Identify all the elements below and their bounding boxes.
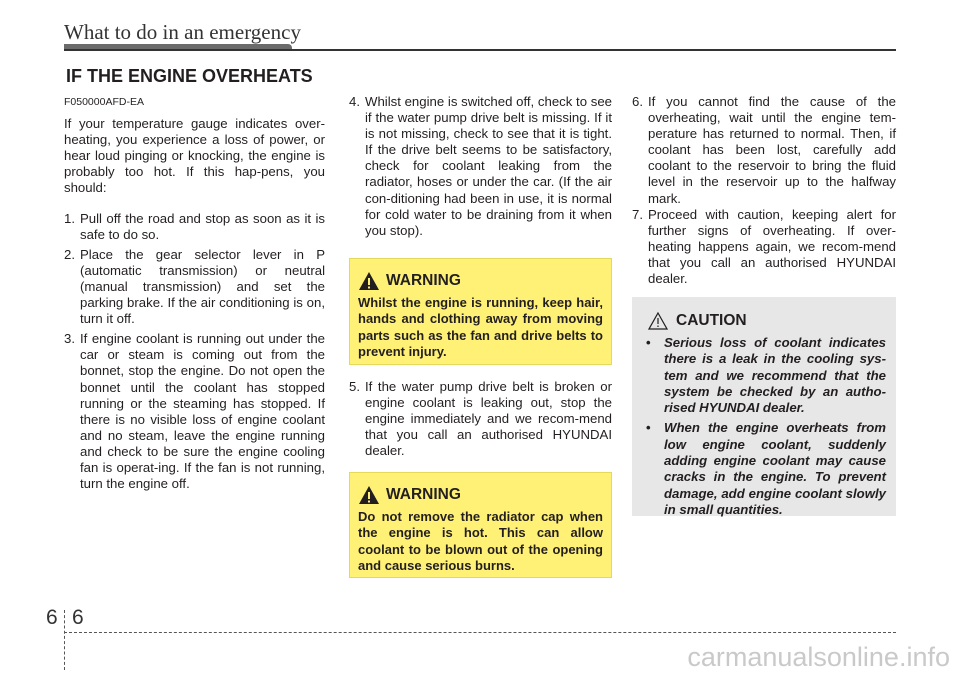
header-rule	[64, 49, 896, 51]
warning-title: WARNING	[386, 272, 461, 289]
list-item: 4. Whilst engine is switched off, check to see if the water pump drive belt is missing. If it is not missing, check to see that it is tight. If the drive belt seems to be satisfactory, check for coolant leaking from the radiator, hoses or under the car. (If the air con-ditioning had been in use, it is normal for cold water to be draining from it when you stop).	[349, 94, 612, 238]
warning-triangle-icon	[358, 270, 380, 292]
warning-triangle-icon	[358, 484, 380, 506]
page-number: 6	[72, 606, 84, 629]
steps-list-a	[64, 211, 325, 493]
warning-text: Do not remove the radiator cap when the engine is hot. This can allow coolant to be blown out of the opening and cause serious burns.	[358, 509, 603, 574]
column-2	[349, 94, 612, 239]
list-item: 2. Place the gear selector lever in P (automatic transmission) or neutral (manual transmission) and set the parking brake. If the air conditioning is on, turn it off.	[64, 246, 325, 327]
page-header-title: What to do in an emergency	[64, 20, 301, 44]
steps-list-d	[632, 94, 896, 287]
footer-divider	[64, 610, 65, 670]
section-title: IF THE ENGINE OVERHEATS	[66, 66, 313, 86]
warning-box-moving-parts	[349, 258, 612, 365]
steps-list-b	[349, 94, 612, 239]
list-item: • When the engine overheats from low engine coolant, suddenly adding engine coolant may cause cracks in the engine. To prevent damage, add engine coolant slowly in small quantities.	[646, 420, 886, 517]
chapter-number: 6	[46, 606, 58, 629]
caution-triangle-icon	[648, 311, 668, 331]
list-item: 1. Pull off the road and stop as soon as it is safe to do so.	[64, 210, 325, 242]
caution-list	[642, 335, 886, 518]
list-item: • Serious loss of coolant indicates there is a leak in the cooling sys-tem and we recommend that the system be checked by an autho-rised HYUNDAI dealer.	[646, 335, 886, 416]
steps-list-c	[349, 379, 612, 459]
column-3	[632, 94, 896, 287]
list-item: 3. If engine coolant is running out under the car or steam is coming out from the bonnet, stop the engine. Do not open the bonnet until the coolant has stopped running or the steaming has stopped. If there is no visible loss of engine coolant and no steam, leave the engine running and check to be sure the engine cooling fan is operat-ing. If the fan is not running, turn the engine off.	[64, 331, 325, 492]
warning-title: WARNING	[386, 486, 461, 503]
caution-box	[632, 297, 896, 516]
list-item: 6. If you cannot find the cause of the overheating, wait until the engine tem-perature has returned to normal. Then, if coolant has been lost, carefully add coolant to the reservoir to bring the fluid level in the reservoir up to the halfway mark.	[632, 94, 896, 206]
warning-text: Whilst the engine is running, keep hair, hands and clothing away from moving parts such as the fan and drive belts to prevent injury.	[358, 295, 603, 360]
caution-title: CAUTION	[676, 312, 747, 329]
intro-paragraph: If your temperature gauge indicates over-heating, you experience a loss of power, or hear loud pinging or knocking, the engine is probably too hot. If this hap-pens, you should:	[64, 116, 325, 196]
watermark: carmanualsonline.info	[687, 642, 950, 672]
column-1	[64, 94, 325, 492]
column-2-lower	[349, 379, 612, 459]
list-item: 7. Proceed with caution, keeping alert for further signs of overheating. If over-heating happens again, we recom-mend that you call an authorised HYUNDAI dealer.	[632, 206, 896, 287]
section-code: F050000AFD-EA	[64, 96, 144, 108]
warning-box-radiator-cap	[349, 472, 612, 578]
list-item: 5. If the water pump drive belt is broken or engine coolant is leaking out, stop the engine immediately and we recom-mend that you call an authorised HYUNDAI dealer.	[349, 379, 612, 459]
footer-rule	[64, 632, 896, 633]
